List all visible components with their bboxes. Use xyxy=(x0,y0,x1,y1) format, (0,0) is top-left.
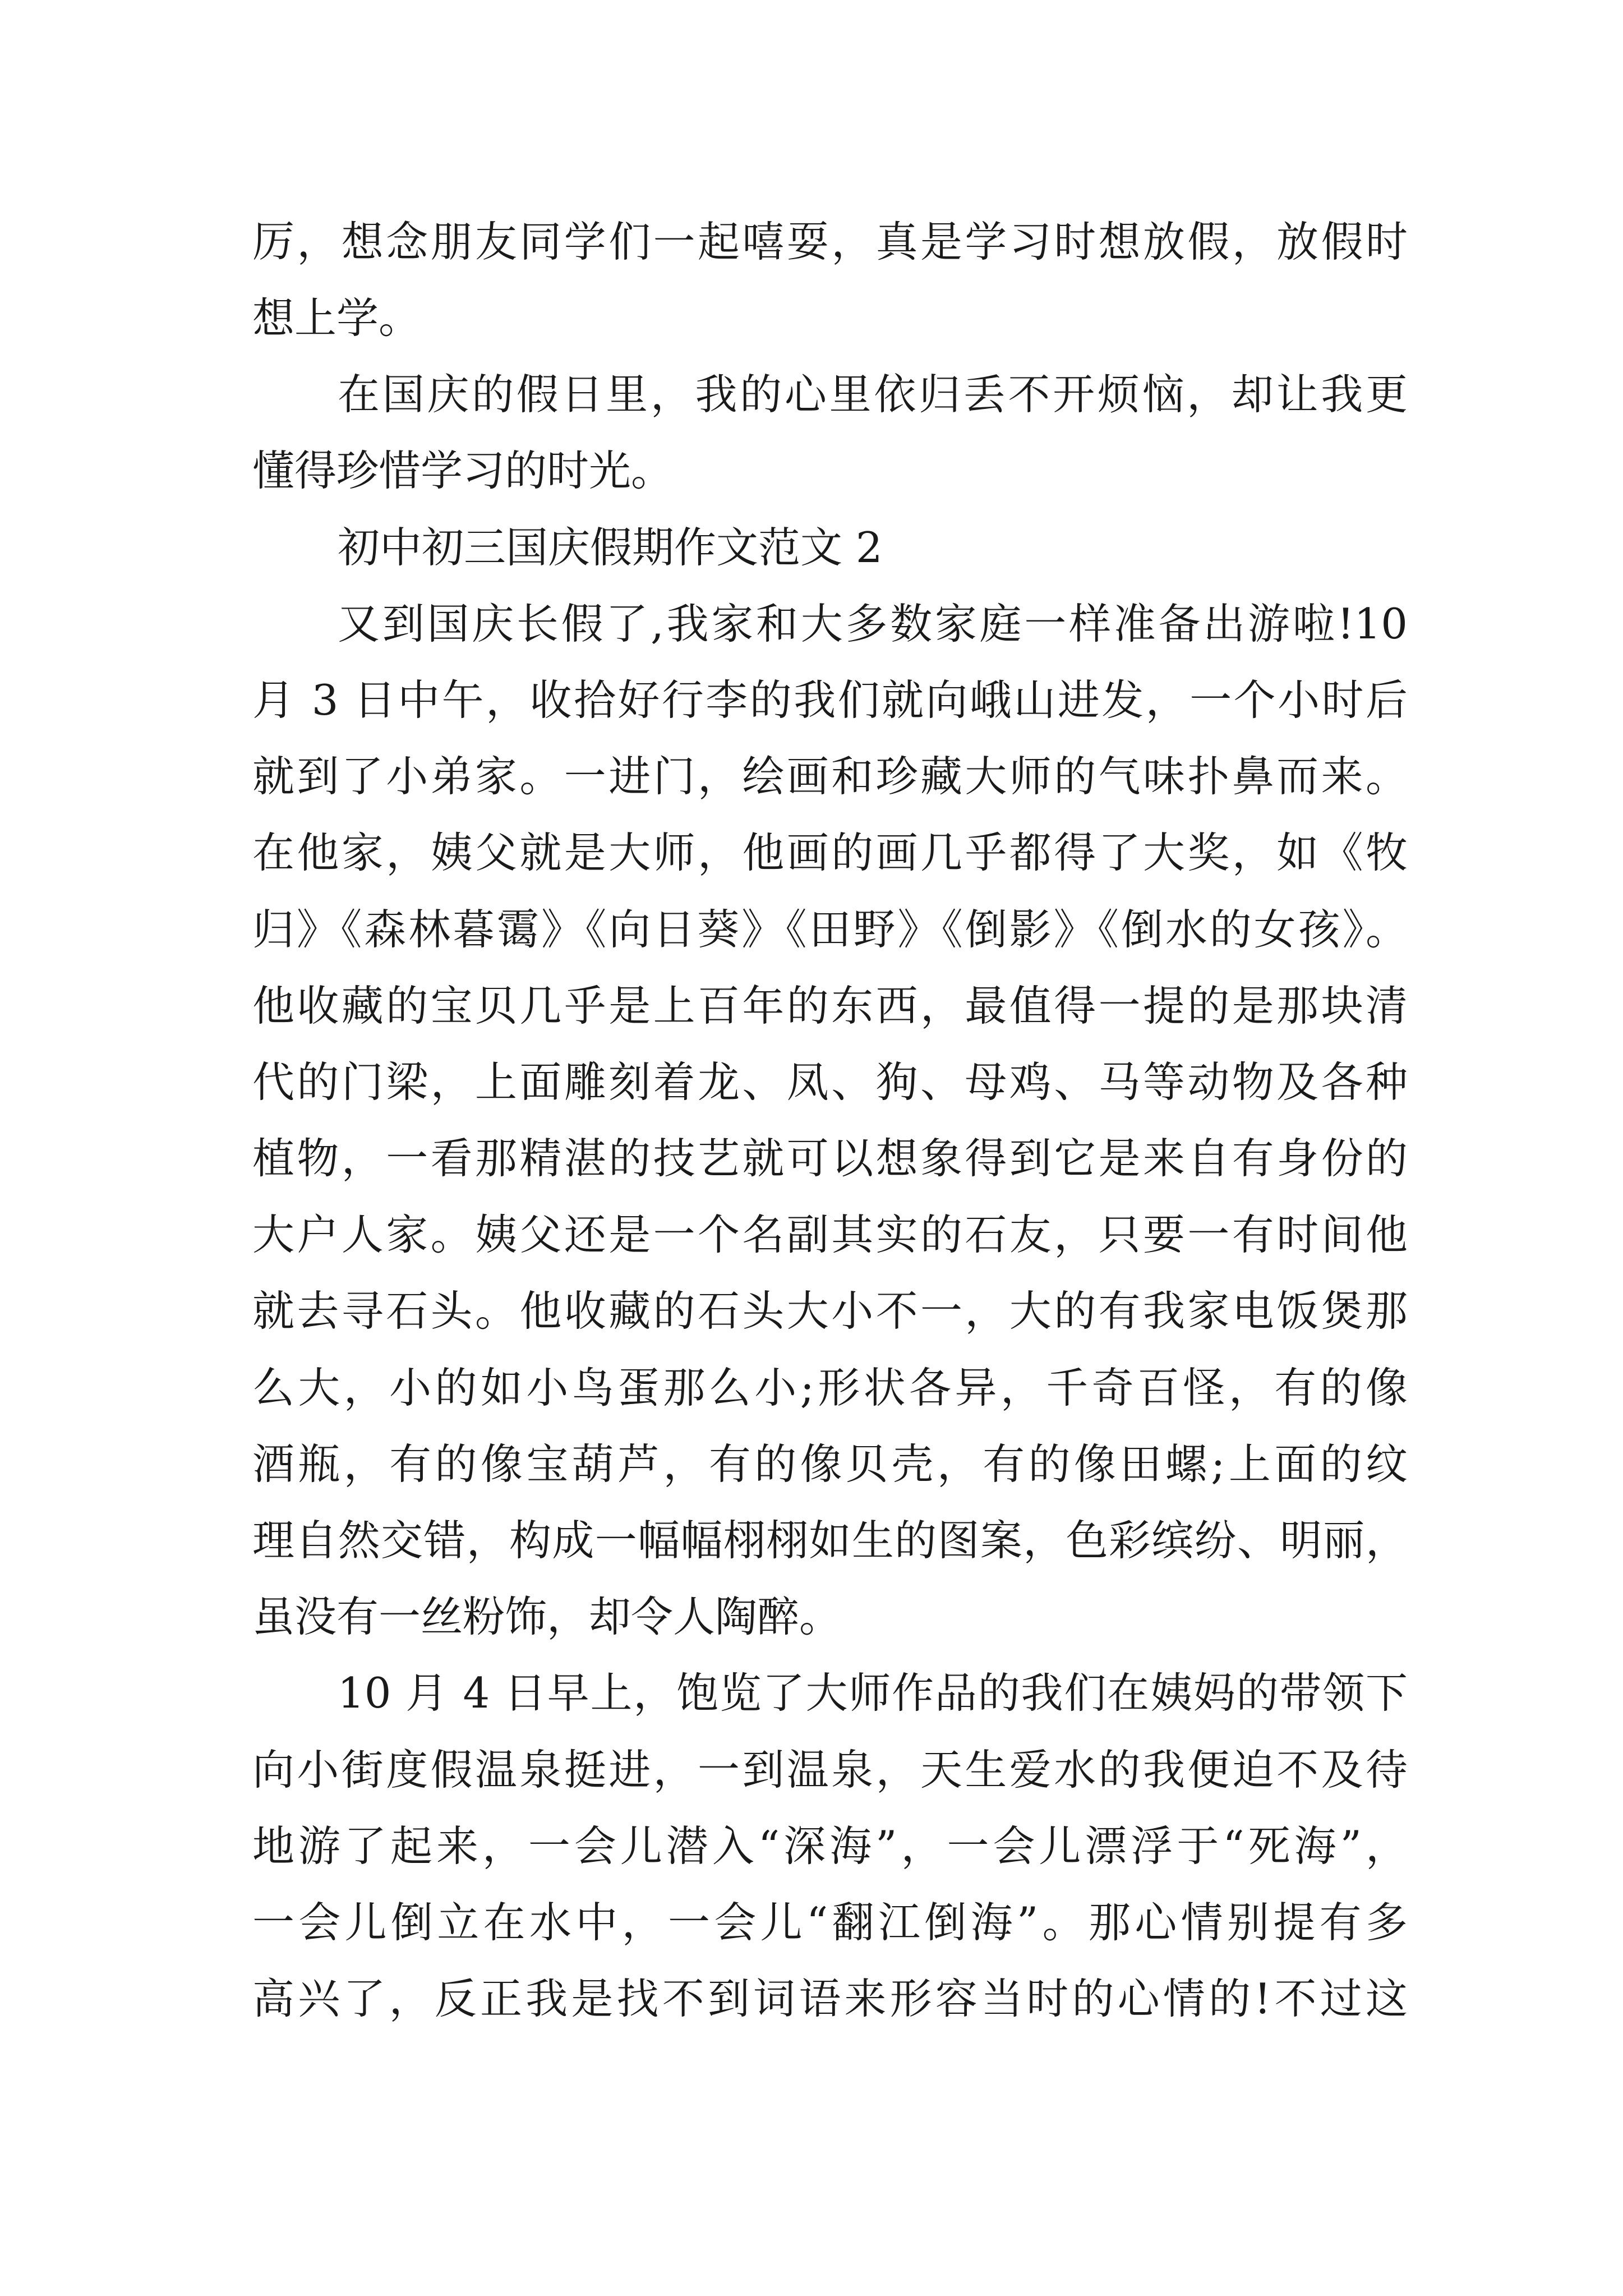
paragraph-first-line: 10 月 4 日早上，饱览了大师作品的我们在姨妈的带领下 xyxy=(338,1668,1408,1718)
body-text-line: 就去寻石头。他收藏的石头大小不一，大的有我家电饭煲那 xyxy=(252,1286,1408,1336)
paragraph-first-line: 又到国庆长假了,我家和大多数家庭一样准备出游啦!10 xyxy=(338,599,1408,648)
body-text-line: 想上学。 xyxy=(252,293,421,343)
body-text-line: 么大，小的如小鸟蛋那么小;形状各异，千奇百怪，有的像 xyxy=(252,1363,1408,1412)
body-text-line: 就到了小弟家。一进门，绘画和珍藏大师的气味扑鼻而来。 xyxy=(252,752,1408,801)
body-text-line: 代的门梁，上面雕刻着龙、凤、狗、母鸡、马等动物及各种 xyxy=(252,1057,1408,1107)
body-text-line: 地游了起来，一会儿潜入“深海”，一会儿漂浮于“死海”， xyxy=(252,1821,1408,1871)
body-text-line: 一会儿倒立在水中，一会儿“翻江倒海”。那心情别提有多 xyxy=(252,1898,1408,1947)
paragraph-first-line: 在国庆的假日里，我的心里依归丢不开烦恼，却让我更 xyxy=(338,370,1408,419)
body-text-line: 向小街度假温泉挺进，一到温泉，天生爱水的我便迫不及待 xyxy=(252,1745,1408,1795)
section-heading: 初中初三国庆假期作文范文 2 xyxy=(338,523,883,572)
body-text-line: 大户人家。姨父还是一个名副其实的石友，只要一有时间他 xyxy=(252,1210,1408,1259)
body-text-line: 酒瓶，有的像宝葫芦，有的像贝壳，有的像田螺;上面的纹 xyxy=(252,1439,1408,1489)
body-text-line: 懂得珍惜学习的时光。 xyxy=(252,446,674,495)
body-text-line: 厉，想念朋友同学们一起嘻耍，真是学习时想放假，放假时 xyxy=(252,217,1408,266)
body-text-line: 虽没有一丝粉饰，却令人陶醉。 xyxy=(252,1592,842,1641)
body-text-line: 理自然交错，构成一幅幅栩栩如生的图案，色彩缤纷、明丽， xyxy=(252,1516,1408,1565)
body-text-line: 月 3 日中午，收拾好行李的我们就向峨山进发，一个小时后 xyxy=(252,675,1408,725)
body-text-line: 高兴了，反正我是找不到词语来形容当时的心情的!不过这 xyxy=(252,1974,1408,2023)
body-text-line: 在他家，姨父就是大师，他画的画几乎都得了大奖，如《牧 xyxy=(252,828,1408,877)
body-text-line: 他收藏的宝贝几乎是上百年的东西，最值得一提的是那块清 xyxy=(252,981,1408,1030)
body-text-line: 植物，一看那精湛的技艺就可以想象得到它是来自有身份的 xyxy=(252,1134,1408,1183)
body-text-line: 归》《森林暮霭》《向日葵》《田野》《倒影》《倒水的女孩》。 xyxy=(252,905,1408,954)
